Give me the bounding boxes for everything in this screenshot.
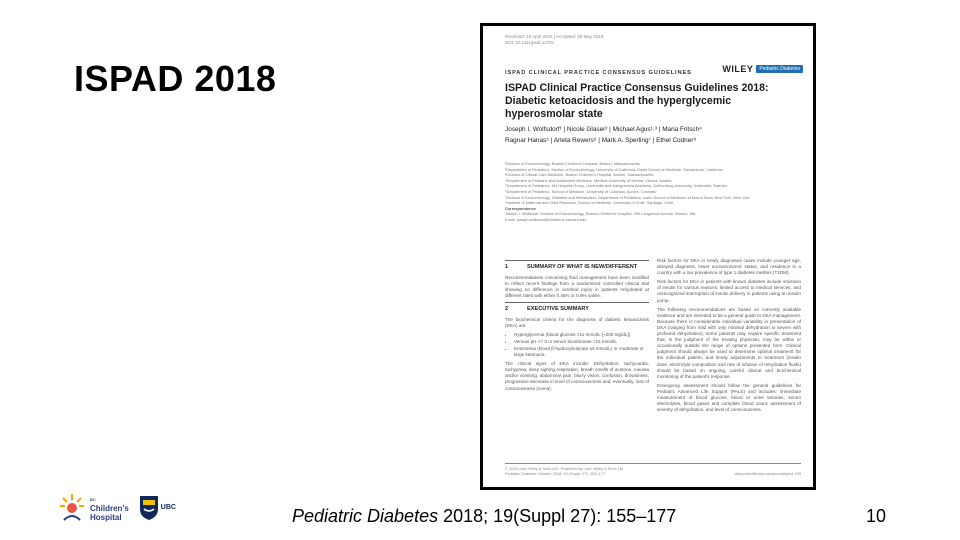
paragraph: The following recommendations are based on currently available evidence and are intended to be a general guide to DKA management. Because there is considerable individual variability in presentation of DKA (ranging from mild with only minimal dehydration to severe with profound dehydration), some patients may require specific treatment that, in the judgment of the treating physician, may be within or occasionally outside the range of options presented here. Clinical judgment should always be used to determine optimal treatment for the individual patient, and timely adjustments to treatment (insulin dose, electrolyte composition and rate of infusion of rehydration fluids) should be based on ongoing, careful clinical and biochemical monitoring of the patient's response. <box>657 306 801 379</box>
footer-issue: Pediatric Diabetes October 2018; 19 (Suppl. 27): 155–177 <box>505 471 606 476</box>
section-title: EXECUTIVE SUMMARY <box>527 305 589 312</box>
affiliation: Joseph I. Wolfsdorf, Division of Endocrinology, Boston Children's Hospital, 300 Longwood Avenue, Boston, MA <box>505 211 696 217</box>
paragraph: Emergency assessment should follow the general guidelines for Pediatric Advanced Life Support (PALS) and includes: immediate measurement of blood glucose, blood or urine ketones, serum electrolytes, blood gases and complete blood count; assessment of severity of dehydration, and level of consciousness. <box>657 382 801 413</box>
affiliation: ¹Division of Endocrinology, Boston Children's Hospital, Boston, Massachusetts <box>505 161 640 166</box>
paragraph: Risk factors for DKA in patients with known diabetes include omission of insulin for various reasons, limited access to medical services, and unrecognized interruption of insulin delivery in patients using an insulin pump. <box>657 279 801 303</box>
section-number: 2 <box>505 305 509 312</box>
section-title: SUMMARY OF WHAT IS NEW/DIFFERENT <box>527 263 638 270</box>
left-column <box>505 258 649 395</box>
paragraph: Risk factors for DKA in newly diagnosed cases include younger age, delayed diagnosis, lower socioeconomic status, and residence in a country with a low prevalence of type 1 diabetes mellitus (T1DM). <box>657 258 801 276</box>
paper-footer <box>505 463 801 476</box>
affiliation: Correspondence <box>505 205 536 211</box>
series-heading: ISPAD CLINICAL PRACTICE CONSENSUS GUIDELINES <box>505 70 692 76</box>
list-item: • Hyperglycemia (blood glucose >11 mmol/L [~200 mg/dL]) <box>514 332 649 338</box>
divider <box>505 302 649 303</box>
article-title: ISPAD Clinical Practice Consensus Guidelines 2018: Diabetic ketoacidosis and the hyperglycemic hyperosmolar state <box>505 82 769 120</box>
citation-details: 2018; 19(Suppl 27): 155–177 <box>438 506 677 526</box>
paragraph: The biochemical criteria for the diagnosis of diabetic ketoacidosis (DKA) are: <box>505 316 649 328</box>
affiliation: ⁵Department of Pediatrics, NU Hospital Group, Uddevalla and Sahlgrenska Academy, Gothenburg University, Uddevalla, Sweden <box>505 183 728 189</box>
paragraph: Recommendations concerning fluid management have been modified to reflect recent findings from a randomized controlled clinical trial showing no difference in cerebral injury in patients rehydrated at different rates with either 0.45% or 0.9% saline. <box>505 274 649 298</box>
page-number: 10 <box>866 506 887 526</box>
ubc-crest-icon <box>139 495 159 521</box>
affiliation: Email: joseph.wolfsdorf@childrens.harvard.edu <box>505 216 587 222</box>
footer-url: wileyonlinelibrary.com/journal/pedi 155 <box>734 471 801 476</box>
logo-line: Children's <box>90 503 129 513</box>
affiliation: ⁸Institute of Maternal and Child Research, School of Medicine, University of Chile, Santiago, Chile <box>505 200 674 206</box>
publisher-badge: Pediatric Diabetes <box>756 65 803 73</box>
authors-line: Joseph I. Wolfsdorf¹ | Nicole Glaser² | Michael Agus¹·³ | Maria Fritsch⁴ <box>505 126 702 133</box>
paper-page <box>491 32 807 484</box>
citation-journal: Pediatric Diabetes <box>292 506 439 526</box>
section-number: 1 <box>505 263 509 270</box>
bc-label: BC <box>90 496 96 502</box>
affiliation: ⁷Division of Endocrinology, Diabetes and Metabolism, Department of Pediatrics, Icahn School of Medicine at Mount Sinai, New York, New York <box>505 194 750 200</box>
citation <box>292 506 676 527</box>
ubc-logo <box>139 495 176 521</box>
paper-meta <box>505 34 603 46</box>
sun-icon <box>58 492 86 524</box>
criteria-list <box>505 332 649 358</box>
childrens-hospital-text <box>90 495 129 522</box>
affiliations <box>505 161 803 223</box>
childrens-hospital-logo <box>58 492 129 524</box>
authors-line: Ragnar Hanas⁵ | Arleta Rewers⁶ | Mark A. Sperling⁷ | Ethel Codner⁸ <box>505 137 697 144</box>
affiliation: ²Department of Pediatrics, Section of Endocrinology, University of California, Davis School of Medicine, Sacramento, California <box>505 166 723 172</box>
paper-page-image <box>480 23 816 490</box>
affiliation: ⁶Department of Pediatrics, School of Medicine, University of Colorado, Aurora, Colorado <box>505 188 657 194</box>
section-heading <box>505 306 649 313</box>
ubc-text: UBC <box>160 504 176 511</box>
footer-copyright: © 2018 John Wiley & Sons A/S. Published by John Wiley & Sons Ltd <box>505 466 624 471</box>
affiliation: ³Division of Critical Care Medicine, Boston Children's Hospital, Boston, Massachusetts <box>505 172 654 178</box>
slide-title: ISPAD 2018 <box>74 58 277 99</box>
divider <box>505 260 649 261</box>
paragraph: The clinical signs of DKA include: Dehydration, tachycardia, tachypnea, deep sighing respiration, breath smells of acetone, nausea and/or vomiting, abdominal pain, blurry vision, confusion, drowsiness, progressive decrease in level of consciousness and, eventually, loss of consciousness (coma). <box>505 361 649 391</box>
logos <box>58 492 176 524</box>
publisher-logo <box>722 64 803 74</box>
authors <box>505 124 801 146</box>
list-item: • Venous pH <7.3 or serum bicarbonate <15 mmol/L <box>514 339 649 345</box>
list-item: • Ketonemia (blood β-hydroxybutyrate ≥3 mmol/L) or moderate or large ketonuria. <box>514 346 649 358</box>
logo-line: Hospital <box>90 512 122 522</box>
section-heading <box>505 264 649 271</box>
publisher-name: WILEY <box>722 64 754 74</box>
meta-line: DOI: 10.1111/pedi.12701 <box>505 40 555 45</box>
right-column <box>657 258 801 416</box>
meta-line: Received: 10 April 2018 | Accepted: 29 May 2018 <box>505 34 604 39</box>
affiliation: ⁴Department of Pediatric and Adolescent Medicine, Medical University of Vienna, Vienna, Austria <box>505 177 672 183</box>
